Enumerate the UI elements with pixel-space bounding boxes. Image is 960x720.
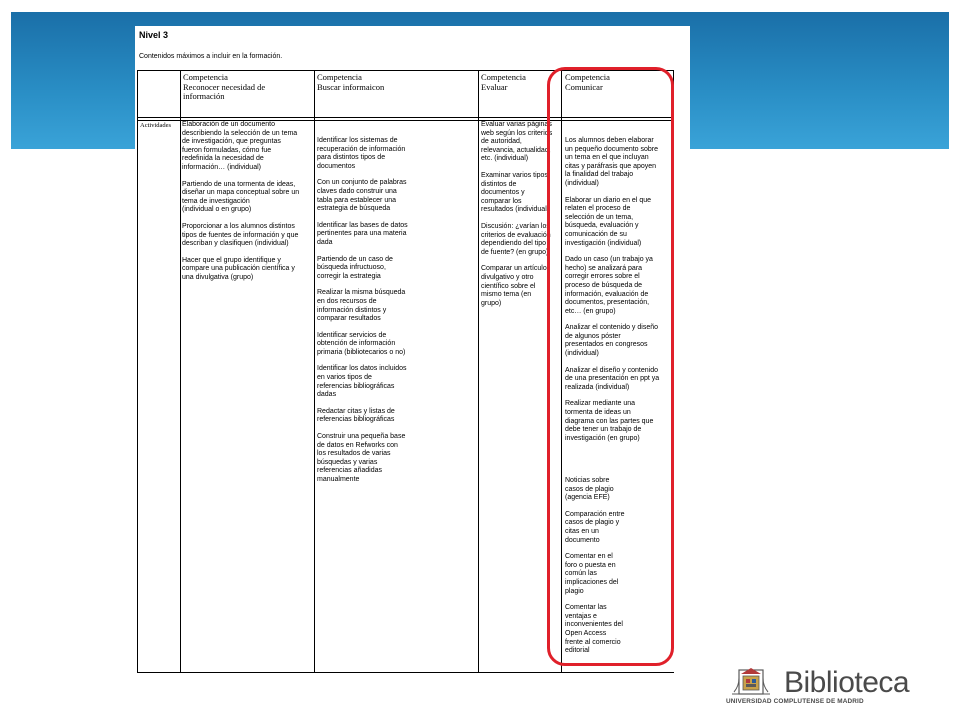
activity-item: Los alumnos deben elaborar un pequeño documento sobre un tema en el que incluyan citas y paráfrasis que apoyen la finalidad del trabajo (individual) bbox=[565, 137, 659, 187]
highlight-circle bbox=[547, 67, 674, 666]
column-header-evaluar: Competencia Evaluar bbox=[481, 72, 526, 92]
activity-item: Examinar varios tipos distintos de documentos y comparar los resultados (individual) bbox=[481, 171, 550, 214]
activity-item: Con un conjunto de palabras claves dado construir una tabla para establecer una estrategia de búsqueda bbox=[317, 179, 407, 213]
activity-item: Identificar los datos incluidos en varios tipos de referencias bibliográficas dadas bbox=[317, 365, 407, 399]
activity-item: Identificar los sistemas de recuperación de información para distintos tipos de documentos bbox=[317, 137, 406, 170]
logo-subtitle: UNIVERSIDAD COMPLUTENSE DE MADRID bbox=[726, 698, 864, 705]
column-header-comunicar: Competencia Comunicar bbox=[565, 72, 610, 92]
activity-item: Hacer que el grupo identifique y compare una publicación científica y una divulgativa (grupo) bbox=[182, 256, 295, 281]
activity-item: Evaluar varias páginas web según los criterios de autoridad, relevancia, actualidad, etc. (individual) bbox=[481, 121, 553, 163]
activity-item: Construir una pequeña base de datos en Refworks con los resultados de varias búsquedas y varias referencias añadidas manualmente bbox=[317, 433, 406, 483]
activity-item: Analizar el diseño y contenido de una presentación en ppt ya realizada (individual) bbox=[565, 366, 660, 391]
document-title: Nivel 3 bbox=[139, 30, 169, 40]
column-header-reconocer: Competencia Reconocer necesidad de información bbox=[183, 72, 266, 101]
activity-item: Elaborar un diario en el que relaten el proceso de selección de un tema, búsqueda, evaluación y comunicación de su investigación (individual) bbox=[565, 196, 652, 247]
activity-item: Elaboración de un documento describiendo la selección de un tema de investigación, que preguntas fueron formuladas, cómo fue redefinida la necesidad de información… (individual) bbox=[182, 121, 298, 171]
activity-item: Identificar servicios de obtención de información primaria (bibliotecarios o no) bbox=[317, 331, 406, 356]
activity-item: Identificar las bases de datos pertinentes para una materia dada bbox=[317, 221, 408, 246]
column-reconocer bbox=[182, 121, 312, 291]
activity-item: Comparar un artículo divulgativo y otro científico sobre el mismo tema (en grupo) bbox=[481, 265, 547, 307]
activity-item: Redactar citas y listas de referencias bibliográficas bbox=[317, 407, 395, 424]
activity-item: Proporcionar a los alumnos distintos tipos de fuentes de información y que describan y clasifiquen (individual) bbox=[182, 222, 299, 248]
activity-item: Noticias sobre casos de plagio (agencia EFE) bbox=[565, 477, 614, 502]
activity-item: Realizar mediante una tormenta de ideas un diagrama con las partes que debe tener un trabajo de investigación (en grupo) bbox=[565, 400, 654, 442]
table-divider bbox=[180, 71, 181, 672]
activity-item: Realizar la misma búsqueda en dos recursos de información distintos y comparar resultados bbox=[317, 289, 406, 323]
document-subtitle: Contenidos máximos a incluir en la formación. bbox=[139, 53, 283, 60]
activity-item: Comparación entre casos de plagio y citas en un documento bbox=[565, 510, 625, 544]
column-buscar bbox=[317, 137, 475, 493]
activity-item: Partiendo de un caso de búsqueda infructuoso, corregir la estrategia bbox=[317, 255, 393, 280]
activity-item: Comentar en el foro o puesta en común las implicaciones del plagio bbox=[565, 553, 619, 595]
activity-item: Analizar el contenido y diseño de algunos póster presentados en congresos (individual) bbox=[565, 324, 659, 358]
activity-item: Discusión: ¿varían los criterios de evaluación dependiendo del tipo de fuente? (en grupo) bbox=[481, 222, 551, 256]
row-label-actividades: Actividades bbox=[140, 122, 172, 129]
activity-item: Comentar las ventajas e inconvenientes del Open Access frente al comercio editorial bbox=[565, 604, 623, 655]
activity-item: Dado un caso (un trabajo ya hecho) se analizará para corregir errores sobre el proceso de búsqueda de información, evaluación de documentos, presentación, etc… (en grupo) bbox=[565, 256, 653, 315]
table-divider bbox=[314, 71, 315, 672]
biblioteca-logo bbox=[726, 664, 910, 708]
column-header-buscar: Competencia Buscar informaicon bbox=[317, 72, 385, 92]
activity-item: Partiendo de una tormenta de ideas, diseñar un mapa conceptual sobre un tema de investigación (individual o en grupo) bbox=[182, 180, 300, 214]
university-seal-icon bbox=[726, 664, 776, 698]
logo-wordmark: Biblioteca bbox=[784, 666, 910, 699]
table-divider bbox=[478, 71, 479, 672]
